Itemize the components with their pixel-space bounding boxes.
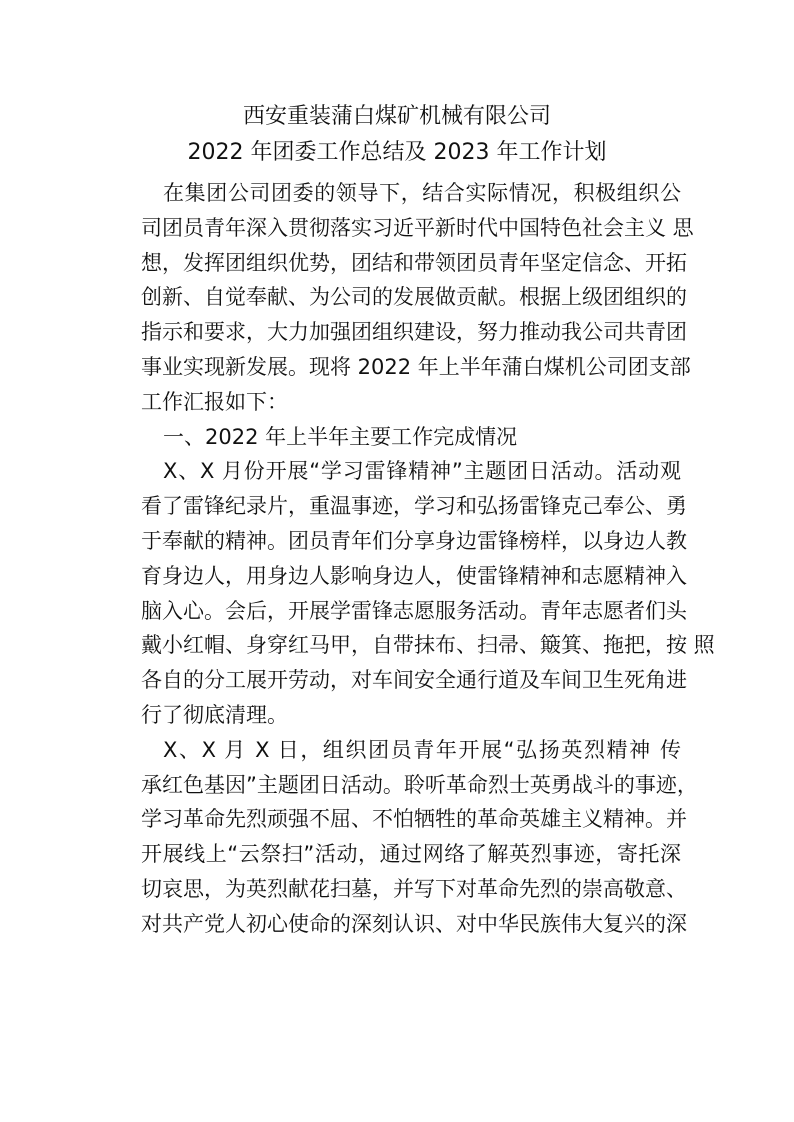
text-line: 育身边人，用身边人影响身边人，使雷锋精神和志愿精神入: [141, 563, 687, 588]
text-line: 各自的分工展开劳动，对车间安全通行道及车间卫生死角进: [141, 668, 687, 693]
text-line: 司团员青年深入贯彻落实习近平新时代中国特色社会主义 思: [141, 215, 694, 240]
text-line: 在集团公司团委的领导下，结合实际情况，积极组织公: [163, 181, 681, 205]
text-line: X、X 月份开展“学习雷锋精神”主题团日活动。活动观: [163, 459, 681, 484]
text-line: 事业实现新发展。现将 2022 年上半年蒲白煤机公司团支部: [141, 354, 691, 379]
text-line: 切哀思，为英烈献花扫墓，并写下对革命先烈的崇高敬意、: [141, 876, 687, 901]
text-line: 工作汇报如下：: [141, 389, 288, 414]
document-title: 西安重装蒲白煤矿机械有限公司: [242, 104, 551, 129]
section-heading: 一、2022 年上半年主要工作完成情况: [163, 424, 518, 449]
document-subtitle: 2022 年团委工作总结及 2023 年工作计划: [187, 140, 607, 165]
text-line: 脑入心。会后，开展学雷锋志愿服务活动。青年志愿者们头: [141, 598, 687, 623]
text-line: 学习革命先烈顽强不屈、不怕牺牲的革命英雄主义精神。并: [141, 807, 687, 832]
text-line: 对共产党人初心使命的深刻认识、对中华民族伟大复兴的深: [141, 911, 687, 936]
text-line: 创新、自觉奉献、为公司的发展做贡献。根据上级团组织的: [141, 285, 687, 310]
text-line: 承红色基因”主题团日活动。聆听革命烈士英勇战斗的事迹，: [141, 772, 698, 797]
text-line: X、X 月 X 日，组织团员青年开展“弘扬英烈精神 传: [163, 737, 681, 762]
text-line: 开展线上“云祭扫”活动，通过网络了解英烈事迹，寄托深: [141, 842, 681, 867]
text-line: 指示和要求，大力加强团组织建设，努力推动我公司共青团: [141, 320, 687, 345]
text-line: 看了雷锋纪录片，重温事迹，学习和弘扬雷锋克己奉公、勇: [141, 494, 687, 519]
document-body: [141, 176, 715, 942]
text-line: 行了彻底清理。: [141, 702, 288, 727]
text-line: 戴小红帽、身穿红马甲，自带抹布、扫帚、簸箕、拖把，按 照: [141, 633, 715, 658]
text-line: 于奉献的精神。团员青年们分享身边雷锋榜样，以身边人教: [141, 528, 687, 553]
text-line: 想，发挥团组织优势，团结和带领团员青年坚定信念、开拓: [141, 250, 687, 275]
